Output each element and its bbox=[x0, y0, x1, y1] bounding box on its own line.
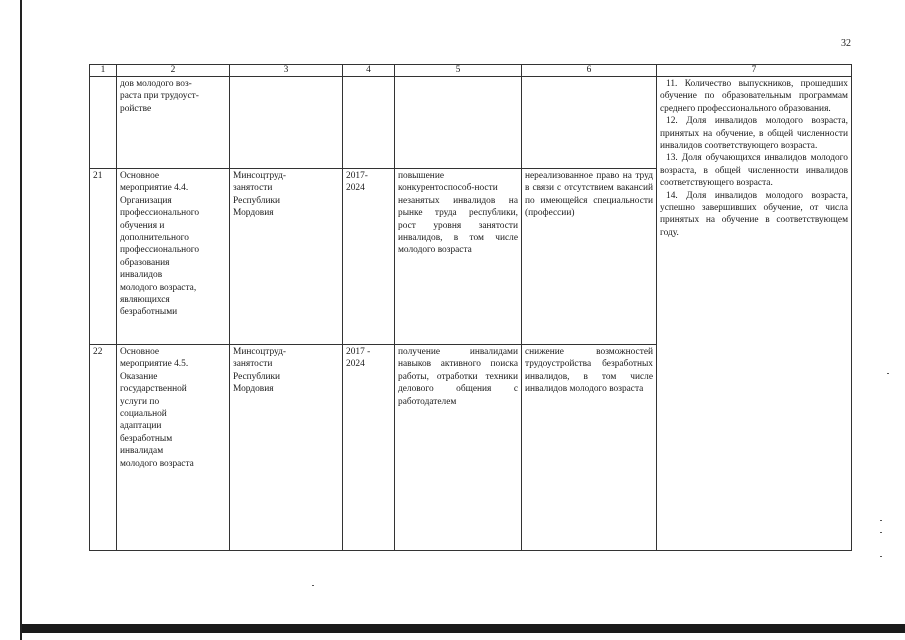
period-cell bbox=[343, 77, 395, 169]
indicator-13: 13. Доля обучающихся инвалидов молодого возраста, в общей численности инвалидов соответствующего возраста. bbox=[660, 153, 848, 189]
scan-speck bbox=[880, 532, 882, 533]
result-cell: повышение конкурентоспособ-ности незанятых инвалидов на рынке труда республики, рост уровня занятости инвалидов, в том числе молодого возраста bbox=[395, 169, 522, 345]
column-header-7: 7 bbox=[657, 65, 852, 77]
consequence-cell: нереализованное право на труд в связи с отсутствием вакансий по имеющейся специальности (профессии) bbox=[522, 169, 657, 345]
header-row bbox=[90, 65, 852, 77]
column-header-6: 6 bbox=[522, 65, 657, 77]
result-cell bbox=[395, 77, 522, 169]
scan-speck bbox=[312, 585, 314, 586]
consequence-cell bbox=[522, 77, 657, 169]
indicator-12: 12. Доля инвалидов молодого возраста, принятых на обучение, в общей численности инвалидов соответствующего возраста. bbox=[660, 116, 848, 152]
page-number: 32 bbox=[841, 38, 851, 49]
period-cell: 2017- 2024 bbox=[343, 169, 395, 345]
responsible-cell: Минсоцтруд- занятости Республики Мордовия bbox=[230, 169, 343, 345]
column-header-3: 3 bbox=[230, 65, 343, 77]
column-header-5: 5 bbox=[395, 65, 522, 77]
indicator-14: 14. Доля инвалидов молодого возраста, успешно завершивших обучение, от числа принятых на обучение в соответствующем году. bbox=[660, 190, 848, 238]
column-header-4: 4 bbox=[343, 65, 395, 77]
indicators-cell bbox=[657, 77, 852, 551]
event-cell: Основное мероприятие 4.4. Организация профессионального обучения и дополнительного профессионального образования инвалидов молодого возраста, являющихся безработными bbox=[117, 169, 230, 345]
scan-left-edge bbox=[20, 0, 22, 640]
scan-speck bbox=[880, 520, 882, 521]
scan-speck bbox=[880, 556, 882, 557]
program-table bbox=[89, 64, 852, 551]
scan-speck bbox=[887, 373, 889, 374]
responsible-cell: Минсоцтруд- занятости Республики Мордовия bbox=[230, 345, 343, 551]
period-cell: 2017 - 2024 bbox=[343, 345, 395, 551]
column-header-1: 1 bbox=[90, 65, 117, 77]
table-row-continuation bbox=[90, 77, 852, 169]
row-number-cell: 21 bbox=[90, 169, 117, 345]
responsible-cell bbox=[230, 77, 343, 169]
consequence-cell: снижение возможностей трудоустройства безработных инвалидов, в том числе инвалидов молодого возраста bbox=[522, 345, 657, 551]
event-cell: дов молодого воз- раста при трудоуст- ройстве bbox=[117, 77, 230, 169]
event-cell: Основное мероприятие 4.5. Оказание государственной услуги по социальной адаптации безработным инвалидам молодого возраста bbox=[117, 345, 230, 551]
row-number-cell: 22 bbox=[90, 345, 117, 551]
scan-bottom-band bbox=[22, 624, 905, 633]
result-cell: получение инвалидами навыков активного поиска работы, отработки техники делового общения с работодателем bbox=[395, 345, 522, 551]
row-number-cell bbox=[90, 77, 117, 169]
column-header-2: 2 bbox=[117, 65, 230, 77]
indicator-11: 11. Количество выпускников, прошедших обучение по образовательным программам среднего профессионального образования. bbox=[660, 79, 848, 114]
